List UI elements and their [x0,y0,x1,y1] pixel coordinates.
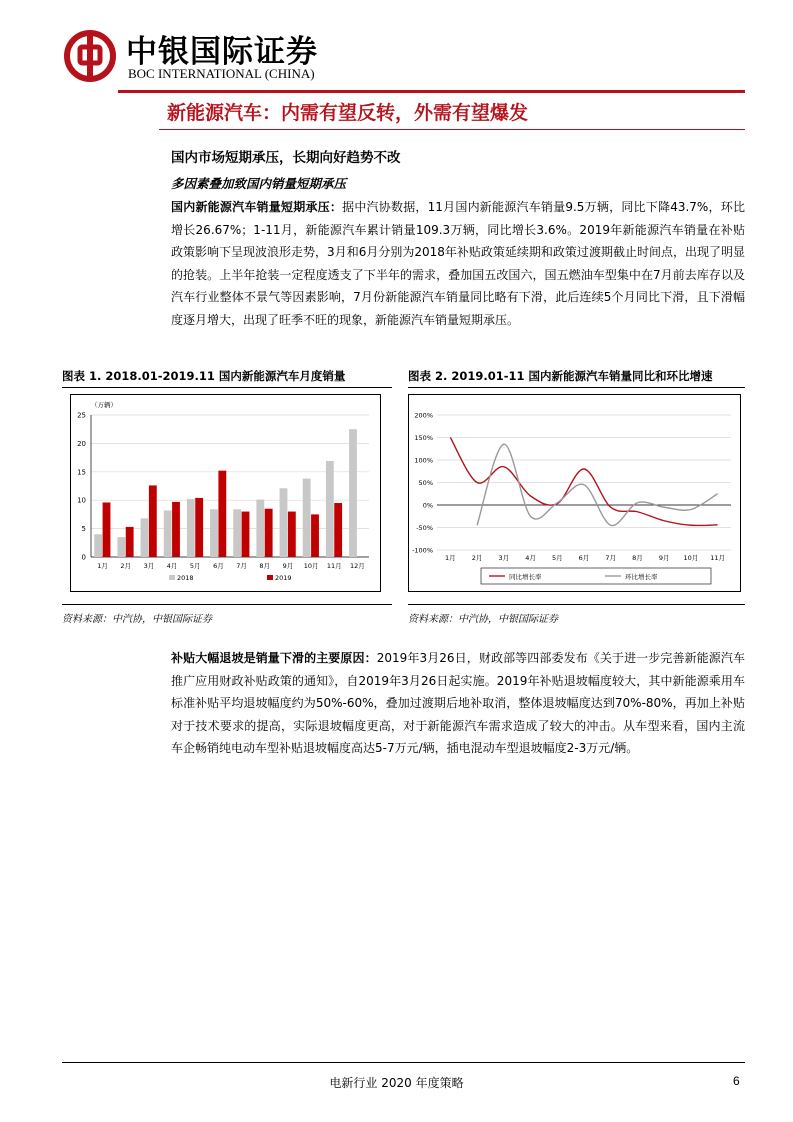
bar-2019-4 [172,502,180,557]
y-tick-label: 25 [77,411,86,420]
legend-swatch-2019 [267,575,273,580]
x-tick-label: 8月 [259,562,271,570]
legend-swatch-2018 [169,575,175,580]
figure1-title: 图表 1. 2018.01-2019.11 国内新能源汽车月度销量 [62,369,346,383]
y-axis-unit-label: （万辆） [91,401,117,409]
x-tick-label: 2月 [471,554,483,562]
y-tick-label: 200% [414,411,433,420]
paragraph-body: 2019年3月26日，财政部等四部委发布《关于进一步完善新能源汽车推广应用财政补贴政策的通知》，自2019年3月26日起实施。2019年补贴退坡幅度较大，其中新能源乘用车标准补贴平均退坡幅度约为50%-60%，叠加过渡期后地补取消，整体退坡幅度达到70%-80%，再加上补贴对于技术要求的提高，实际退坡幅度更高，对于新能源汽车需求造成了较大的冲击。从车型来看，国内主流车企畅销纯电动车型补贴退坡幅度高达5-7万元/辆，插电混动车型退坡幅度2-3万元/辆。 [171,651,745,755]
bar-2018-1 [94,534,102,557]
bar-2018-12 [349,429,357,557]
bar-2019-8 [265,509,273,557]
x-tick-label: 2月 [120,562,132,570]
figure2-source-rule [408,604,745,605]
bar-2019-3 [149,485,157,557]
bar-2019-6 [218,471,226,557]
legend-label-yoy: 同比增长率 [509,573,542,581]
x-tick-label: 1月 [97,562,108,570]
figure1-source: 资料来源：中汽协，中银国际证券 [62,614,212,625]
y-tick-label: 0 [81,553,86,562]
bar-2019-1 [103,502,111,557]
x-tick-label: 5月 [189,562,201,570]
bar-2018-9 [280,488,288,557]
bar-2018-10 [303,479,311,557]
x-tick-label: 3月 [498,554,510,562]
bar-2019-10 [311,514,319,557]
bar-2018-4 [164,510,172,557]
growth-rate-line-chart [409,395,742,593]
title-divider [159,129,745,130]
legend-label-2018: 2018 [177,574,194,582]
x-tick-label: 10月 [303,562,319,570]
y-tick-label: -50% [416,524,433,532]
legend-label-2019: 2019 [275,574,292,582]
x-tick-label: 3月 [143,562,155,570]
x-tick-label: 1月 [445,554,456,562]
y-tick-label: 5 [81,525,86,534]
x-tick-label: 6月 [213,562,224,570]
paragraph-lead: 补贴大幅退坡是销量下滑的主要原因： [171,651,377,665]
brand-name-en: BOC INTERNATIONAL (CHINA) [128,66,315,81]
y-tick-label: 20 [77,439,86,448]
x-tick-label: 9月 [282,562,294,570]
bar-2019-5 [195,498,203,557]
x-tick-label: 11月 [710,554,726,562]
figure2-source: 资料来源：中汽协，中银国际证券 [408,614,558,625]
bar-2019-11 [334,503,342,557]
paragraph-subsidy-reduction [171,647,745,760]
bar-2018-3 [141,518,149,557]
x-tick-label: 11月 [326,562,342,570]
y-tick-label: 15 [77,468,86,477]
bar-2019-2 [126,527,134,557]
y-tick-label: -100% [412,546,433,555]
footer-divider [62,1062,745,1063]
x-tick-label: 7月 [605,554,617,562]
y-tick-label: 0% [422,501,433,510]
paragraph-body: 据中汽协数据，11月国内新能源汽车销量9.5万辆，同比下降43.7%，环比增长26.67%；1-11月，新能源汽车累计销量109.3万辆，同比增长3.6%。2019年新能源汽车销量在补贴政策影响下呈现波浪形走势，3月和6月分别为2018年补贴政策延续期和政策过渡期截止时间点，出现了明显的抢装。上半年抢装一定程度透支了下半年的需求，叠加国五改国六，国五燃油车型集中在7月前去库存以及汽车行业整体不景气等因素影响，7月份新能源汽车销量同比略有下滑，此后连续5个月同比下滑，且下滑幅度逐月增大，出现了旺季不旺的现象，新能源汽车销量短期承压。 [171,200,745,327]
x-tick-label: 5月 [551,554,563,562]
x-tick-label: 10月 [683,554,699,562]
bar-2018-11 [326,461,334,557]
footer-report-title: 电新行业 2020 年度策略 [329,1076,464,1090]
figure1-title-rule [62,387,392,388]
boc-logo-icon [64,30,116,82]
paragraph-sales-pressure [171,196,745,331]
bar-2019-9 [288,512,296,557]
x-tick-label: 4月 [525,554,536,562]
header-divider [118,90,745,93]
x-tick-label: 4月 [166,562,178,570]
bar-2018-5 [187,499,195,557]
page-header [0,0,793,96]
legend-label-mom: 环比增长率 [625,573,658,581]
page-number: 6 [733,1074,740,1088]
figure2-title-rule [408,387,745,388]
y-tick-label: 50% [418,479,433,487]
figure1-chart-frame [70,394,381,592]
bar-2018-7 [233,509,241,557]
main-title: 新能源汽车：内需有望反转，外需有望爆发 [167,102,529,124]
subsection-heading: 多因素叠加致国内销量短期承压 [171,176,347,191]
bar-2018-8 [256,500,264,557]
x-tick-label: 12月 [350,562,365,570]
x-tick-label: 8月 [632,554,643,562]
section-heading: 国内市场短期承压，长期向好趋势不改 [171,150,401,166]
x-tick-label: 7月 [236,562,247,570]
monthly-sales-bar-chart [71,395,382,593]
y-tick-label: 150% [414,434,433,442]
bar-2019-7 [242,512,250,557]
brand-name-cn: 中银国际证券 [126,34,318,70]
bar-2018-6 [210,509,218,557]
y-tick-label: 100% [414,456,433,465]
paragraph-lead: 国内新能源汽车销量短期承压： [171,200,343,214]
x-tick-label: 9月 [658,554,670,562]
figure1-source-rule [62,604,392,605]
figure2-chart-frame [408,394,741,592]
bar-2018-2 [117,537,125,557]
y-tick-label: 10 [77,496,86,505]
series-line-yoy [450,438,717,526]
figure2-title: 图表 2. 2019.01-11 国内新能源汽车销量同比和环比增速 [408,369,713,383]
x-tick-label: 6月 [578,554,590,562]
